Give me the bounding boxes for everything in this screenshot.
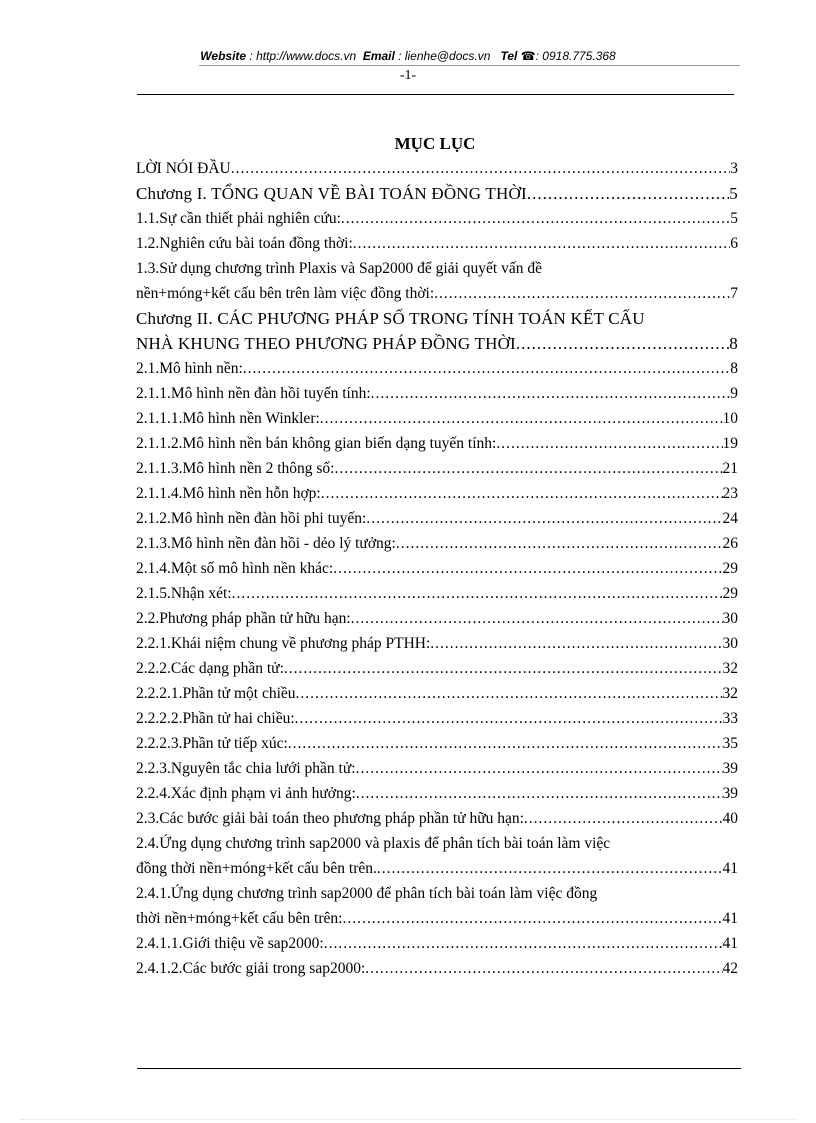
toc-entry-text: LỜI NÓI ĐẦU xyxy=(136,160,231,177)
toc-entry-line xyxy=(136,656,738,681)
toc-page-number: 5 xyxy=(729,184,738,203)
toc-page-number: 30 xyxy=(722,635,738,652)
toc-entry-line xyxy=(136,231,738,256)
email-sep: : xyxy=(394,49,405,63)
toc-entry[interactable] xyxy=(136,806,738,831)
toc-entry-text: 2.4.1.2.Các bước giải trong sap2000: xyxy=(136,960,366,977)
toc-leader-dots xyxy=(333,556,722,581)
toc-entry-line xyxy=(136,156,738,181)
toc-page-number: 21 xyxy=(722,460,738,477)
toc-entry-text: 2.2.2.Các dạng phần tử: xyxy=(136,660,284,677)
page-number: -1- xyxy=(399,68,417,83)
email-link[interactable]: lienhe@docs.vn xyxy=(404,49,491,63)
toc-leader-dots xyxy=(295,706,723,731)
toc-entry-text: 2.2.1.Khái niệm chung về phương pháp PTHH: xyxy=(136,635,431,652)
toc-entry-line xyxy=(136,606,738,631)
toc-entry-text: 1.3.Sử dụng chương trình Plaxis và Sap2000 để giải quyết vấn đề xyxy=(136,260,542,277)
toc-page-number: 32 xyxy=(722,660,738,677)
toc-leader-dots xyxy=(231,156,731,181)
toc-entry[interactable] xyxy=(136,606,738,631)
toc-entry-text: 2.2.4.Xác định phạm vi ảnh hưởng: xyxy=(136,785,356,802)
toc-leader-dots xyxy=(377,856,723,881)
toc-page-number: 24 xyxy=(722,510,738,527)
toc-page-number: 41 xyxy=(722,935,738,952)
toc-entry[interactable] xyxy=(136,631,738,656)
toc-entry-line xyxy=(136,931,738,956)
toc-leader-dots xyxy=(524,806,723,831)
toc-page-number: 40 xyxy=(722,810,738,827)
toc-entry[interactable] xyxy=(136,181,738,206)
page-header xyxy=(0,48,816,64)
toc-page-number: 3 xyxy=(730,160,738,177)
toc-entry-line xyxy=(136,631,738,656)
toc-entry[interactable] xyxy=(136,531,738,556)
toc-entry-line xyxy=(136,481,738,506)
toc-entry[interactable] xyxy=(136,756,738,781)
toc-page-number: 41 xyxy=(722,860,738,877)
email-label: Email xyxy=(362,49,395,63)
toc-entry[interactable] xyxy=(136,231,738,256)
toc-entry-line xyxy=(136,181,738,206)
toc-entry-text: Chương I. TỔNG QUAN VỀ BÀI TOÁN ĐỒNG THỜI xyxy=(136,184,527,203)
toc-leader-dots xyxy=(232,581,723,606)
toc-entry[interactable] xyxy=(136,306,738,356)
toc-page-number: 39 xyxy=(722,785,738,802)
toc-entry-line xyxy=(136,781,738,806)
toc-entry[interactable] xyxy=(136,681,738,706)
toc-entry-text: 2.1.1.Mô hình nền đàn hồi tuyến tính: xyxy=(136,385,371,402)
toc-entry-text: nền+móng+kết cấu bên trên làm việc đồng thời: xyxy=(136,285,435,302)
toc-entry-line xyxy=(136,531,738,556)
toc-entry-line xyxy=(136,806,738,831)
toc-entry[interactable] xyxy=(136,706,738,731)
toc-leader-dots xyxy=(243,356,730,381)
toc-leader-dots xyxy=(516,331,729,356)
toc-entry-line xyxy=(136,331,738,356)
toc-page-number: 29 xyxy=(722,560,738,577)
toc-page-number: 8 xyxy=(730,360,738,377)
toc-leader-dots xyxy=(371,381,731,406)
toc-entry-text: 2.1.1.2.Mô hình nền bán không gian biến dạng tuyến tính: xyxy=(136,435,497,452)
toc-entry-line xyxy=(136,431,738,456)
toc-leader-dots xyxy=(353,231,730,256)
toc-leader-dots xyxy=(434,281,730,306)
header-divider xyxy=(199,65,740,66)
toc-entry[interactable] xyxy=(136,831,738,881)
toc-entry[interactable] xyxy=(136,356,738,381)
toc-leader-dots xyxy=(356,781,723,806)
toc-entry-line xyxy=(136,406,738,431)
toc-leader-dots xyxy=(321,481,723,506)
website-label: Website xyxy=(200,49,247,63)
toc-entry-line xyxy=(136,206,738,231)
toc-entry-line xyxy=(136,281,738,306)
toc-leader-dots xyxy=(356,756,723,781)
toc-entry-line xyxy=(136,381,738,406)
toc-page-number: 33 xyxy=(722,710,738,727)
tel-value: : 0918.775.368 xyxy=(535,49,616,63)
toc-leader-dots xyxy=(335,456,723,481)
toc-entry-line xyxy=(136,256,738,281)
toc-entry[interactable] xyxy=(136,731,738,756)
toc-page-number: 19 xyxy=(722,435,738,452)
toc-entry-text: 2.1.1.4.Mô hình nền hỗn hợp: xyxy=(136,485,321,502)
toc-entry[interactable] xyxy=(136,781,738,806)
toc-entry-line xyxy=(136,506,738,531)
toc-entry-line xyxy=(136,706,738,731)
top-divider xyxy=(137,94,734,95)
toc-entry-text: 2.1.4.Một số mô hình nền khác: xyxy=(136,560,334,577)
toc-entry-text: 2.2.2.1.Phần tử một chiều xyxy=(136,685,296,702)
toc-entry-line xyxy=(136,456,738,481)
toc-entry-line xyxy=(136,556,738,581)
toc-entry-text: 2.4.1.Ứng dụng chương trình sap2000 để phân tích bài toán làm việc đồng xyxy=(136,885,598,902)
toc-entry[interactable] xyxy=(136,431,738,456)
toc-entry[interactable] xyxy=(136,256,738,306)
toc-page-number: 26 xyxy=(722,535,738,552)
toc-leader-dots xyxy=(324,931,723,956)
toc-entry-text: 2.1.3.Mô hình nền đàn hồi - dẻo lý tưởng: xyxy=(136,535,396,552)
toc-page-number: 42 xyxy=(722,960,738,977)
toc-entry-text: 1.2.Nghiên cứu bài toán đồng thời: xyxy=(136,235,353,252)
toc-leader-dots xyxy=(341,206,730,231)
toc-page-number: 6 xyxy=(730,235,738,252)
toc-entry-text: 2.4.Ứng dụng chương trình sap2000 và plaxis để phân tích bài toán làm việc xyxy=(136,835,611,852)
toc-entry-line xyxy=(136,906,738,931)
toc-entry-text: 2.2.2.3.Phần tử tiếp xúc: xyxy=(136,735,288,752)
toc-entry-text: 2.2.Phương pháp phần tử hữu hạn: xyxy=(136,610,351,627)
toc-entry-text: 2.1.5.Nhận xét: xyxy=(136,585,232,602)
toc-entry[interactable] xyxy=(136,456,738,481)
phone-icon: ☎ xyxy=(520,49,536,63)
toc-entry-text: thời nền+móng+kết cấu bên trên: xyxy=(136,910,343,927)
website-sep: : xyxy=(246,49,257,63)
tel-label: Tel xyxy=(500,49,518,63)
toc-page-number: 8 xyxy=(729,334,738,353)
toc-entry[interactable] xyxy=(136,206,738,231)
toc-leader-dots xyxy=(351,606,723,631)
toc-page-number: 39 xyxy=(722,760,738,777)
toc-page-number: 10 xyxy=(722,410,738,427)
toc-page-number: 35 xyxy=(722,735,738,752)
toc-entry-text: 2.1.2.Mô hình nền đàn hồi phi tuyến: xyxy=(136,510,367,527)
toc-entry-line xyxy=(136,856,738,881)
toc-entry-text: 2.3.Các bước giải bài toán theo phương pháp phần tử hữu hạn: xyxy=(136,810,524,827)
toc-entry-line xyxy=(136,831,738,856)
bottom-divider xyxy=(137,1068,741,1069)
table-of-contents xyxy=(136,156,738,981)
toc-entry[interactable] xyxy=(136,481,738,506)
toc-entry-line xyxy=(136,731,738,756)
toc-entry-text: 2.1.Mô hình nền: xyxy=(136,360,243,377)
toc-entry-text: 2.1.1.1.Mô hình nền Winkler: xyxy=(136,410,320,427)
toc-entry[interactable] xyxy=(136,406,738,431)
toc-page-number: 41 xyxy=(722,910,738,927)
toc-leader-dots xyxy=(430,631,722,656)
toc-page-number: 7 xyxy=(730,285,738,302)
toc-leader-dots xyxy=(342,906,722,931)
toc-entry-line xyxy=(136,356,738,381)
toc-entry[interactable] xyxy=(136,381,738,406)
toc-leader-dots xyxy=(496,431,722,456)
toc-page-number: 30 xyxy=(722,610,738,627)
toc-leader-dots xyxy=(527,181,729,206)
toc-entry[interactable] xyxy=(136,931,738,956)
toc-entry[interactable] xyxy=(136,156,738,181)
toc-entry-line xyxy=(136,306,738,331)
toc-entry-text: 1.1.Sự cần thiết phải nghiên cứu: xyxy=(136,210,341,227)
toc-leader-dots xyxy=(396,531,723,556)
toc-entry-text: 2.2.2.2.Phần tử hai chiều: xyxy=(136,710,295,727)
toc-leader-dots xyxy=(366,506,722,531)
page-title: MỤC LỤC xyxy=(394,134,476,153)
toc-page-number: 32 xyxy=(722,685,738,702)
toc-page-number: 23 xyxy=(722,485,738,502)
toc-entry[interactable] xyxy=(136,581,738,606)
toc-entry-text: 2.2.3.Nguyên tắc chia lưới phần tử: xyxy=(136,760,356,777)
toc-page-number: 5 xyxy=(730,210,738,227)
toc-entry[interactable] xyxy=(136,556,738,581)
toc-page-number: 29 xyxy=(722,585,738,602)
toc-entry-line xyxy=(136,756,738,781)
toc-entry[interactable] xyxy=(136,506,738,531)
toc-leader-dots xyxy=(296,681,723,706)
toc-leader-dots xyxy=(284,656,723,681)
toc-entry-line xyxy=(136,581,738,606)
toc-page-number: 9 xyxy=(730,385,738,402)
toc-entry-text: NHÀ KHUNG THEO PHƯƠNG PHÁP ĐỒNG THỜI xyxy=(136,334,516,353)
toc-entry-text: đồng thời nền+móng+kết cấu bên trên. xyxy=(136,860,377,877)
toc-entry-text: Chương II. CÁC PHƯƠNG PHÁP SỐ TRONG TÍNH TOÁN KẾT CẤU xyxy=(136,309,645,328)
toc-entry-line xyxy=(136,956,738,981)
toc-entry[interactable] xyxy=(136,881,738,931)
toc-leader-dots xyxy=(365,956,722,981)
toc-entry[interactable] xyxy=(136,656,738,681)
toc-leader-dots xyxy=(288,731,723,756)
toc-leader-dots xyxy=(320,406,723,431)
toc-entry-text: 2.4.1.1.Giới thiệu về sap2000: xyxy=(136,935,324,952)
website-link[interactable]: http://www.docs.vn xyxy=(256,49,357,63)
toc-entry-text: 2.1.1.3.Mô hình nền 2 thông số: xyxy=(136,460,335,477)
toc-entry-line xyxy=(136,881,738,906)
footer-dotted-line xyxy=(20,1119,796,1120)
toc-entry-line xyxy=(136,681,738,706)
toc-entry[interactable] xyxy=(136,956,738,981)
